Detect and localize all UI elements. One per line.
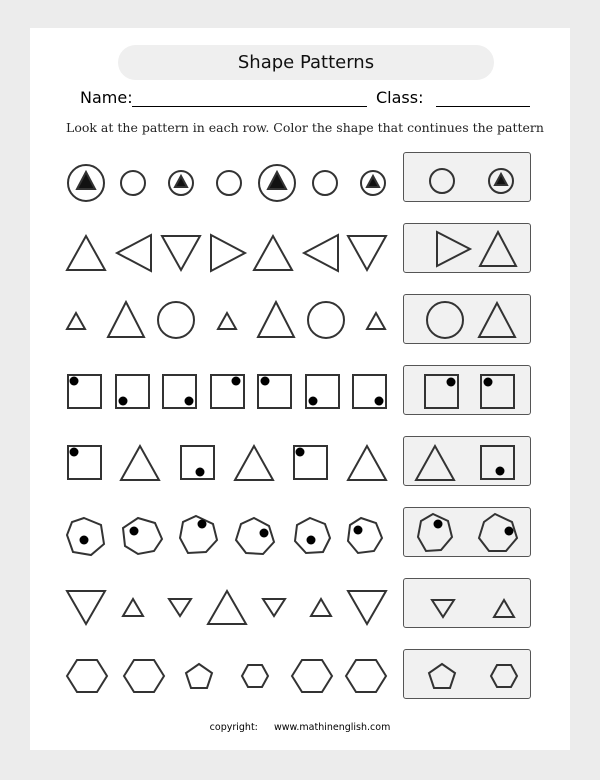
small-triangle-icon [67, 313, 85, 329]
triangle-left-icon [117, 235, 151, 271]
answer-triangle-up-icon[interactable] [480, 232, 516, 266]
triangle-down-icon [348, 236, 386, 270]
row-2-answers [437, 232, 516, 266]
circle-icon [121, 171, 145, 195]
row-3-pattern [67, 302, 385, 338]
large-triangle-icon [108, 302, 144, 337]
answer-triangle-up-icon[interactable] [494, 600, 514, 617]
row-8-answers [429, 664, 517, 688]
square-dot-icon [68, 446, 101, 479]
square-dot-icon [116, 375, 149, 408]
heptagon-dot-icon [348, 518, 382, 553]
answer-triangle-right-icon[interactable] [437, 232, 470, 266]
answer-circle-triangle-icon[interactable] [489, 169, 513, 193]
square-dot-icon [163, 375, 196, 408]
pentagon-icon [186, 664, 212, 688]
row-4-pattern [68, 375, 386, 408]
square-dot-icon [353, 375, 386, 408]
square-dot-icon [68, 375, 101, 408]
answer-circle-icon[interactable] [427, 302, 463, 338]
row-4-answers [425, 375, 514, 408]
square-dot-icon [306, 375, 339, 408]
answer-triangle-icon[interactable] [416, 446, 454, 480]
footer [0, 722, 600, 733]
row-2-pattern [67, 235, 386, 271]
triangle-down-icon [162, 236, 200, 270]
instructions: Look at the pattern in each row. Color the shape that continues the pattern [66, 120, 544, 135]
answer-square-dot-icon[interactable] [425, 375, 458, 408]
circle-icon [158, 302, 194, 338]
large-triangle-up-icon [208, 591, 246, 624]
row-5-answers [416, 446, 514, 480]
circle-triangle-icon [259, 165, 295, 201]
answer-hexagon-icon[interactable] [491, 665, 517, 687]
heptagon-dot-icon [295, 518, 330, 553]
circle-icon [217, 171, 241, 195]
square-dot-icon [258, 375, 291, 408]
answer-heptagon-dot-icon[interactable] [479, 514, 517, 551]
heptagon-dot-icon [67, 518, 104, 555]
square-dot-icon [181, 446, 214, 479]
row-7-pattern [67, 591, 386, 624]
square-dot-icon [294, 446, 327, 479]
large-triangle-down-icon [67, 591, 105, 624]
small-triangle-icon [218, 313, 236, 329]
large-triangle-icon [258, 302, 294, 337]
triangle-right-icon [211, 235, 245, 271]
answer-heptagon-dot-icon[interactable] [418, 514, 452, 551]
triangle-icon [235, 446, 273, 480]
hexagon-icon [67, 660, 107, 692]
answer-circle-icon[interactable] [430, 169, 454, 193]
small-hexagon-icon [242, 665, 268, 687]
row-6-pattern [67, 516, 382, 555]
row-3-answers [427, 302, 515, 338]
heptagon-dot-icon [123, 518, 162, 554]
triangle-up-icon [67, 236, 105, 270]
row-7-answers [432, 600, 514, 617]
hexagon-icon [292, 660, 332, 692]
circle-icon [313, 171, 337, 195]
hexagon-icon [346, 660, 386, 692]
small-triangle-down-icon [169, 599, 191, 616]
triangle-up-icon [254, 236, 292, 270]
triangle-icon [348, 446, 386, 480]
circle-triangle-icon [169, 171, 193, 195]
row-1-answers [430, 169, 513, 193]
small-triangle-up-icon [123, 599, 143, 616]
answer-triangle-down-icon[interactable] [432, 600, 454, 617]
square-dot-icon [211, 375, 244, 408]
name-label: Name: [80, 88, 133, 107]
heptagon-dot-icon [180, 516, 217, 553]
heptagon-dot-icon [236, 518, 274, 554]
small-triangle-up-icon [311, 599, 331, 616]
title-text: Shape Patterns [237, 52, 375, 73]
triangle-left-icon [304, 235, 338, 271]
triangle-icon [121, 446, 159, 480]
copyright-label: copyright: [209, 722, 258, 733]
class-label: Class: [376, 88, 424, 107]
row-8-pattern [67, 660, 386, 692]
circle-icon [308, 302, 344, 338]
site-link[interactable]: www.mathinenglish.com [273, 722, 391, 733]
circle-triangle-icon [68, 165, 104, 201]
row-1-pattern [68, 165, 385, 201]
answer-triangle-icon[interactable] [479, 303, 515, 337]
large-triangle-down-icon [348, 591, 386, 624]
answer-square-dot-icon[interactable] [481, 446, 514, 479]
row-5-pattern [68, 446, 386, 480]
answer-pentagon-icon[interactable] [429, 664, 455, 688]
small-triangle-icon [367, 313, 385, 329]
small-triangle-down-icon [263, 599, 285, 616]
answer-square-dot-icon[interactable] [481, 375, 514, 408]
hexagon-icon [124, 660, 164, 692]
row-6-answers [418, 514, 517, 551]
circle-triangle-icon [361, 171, 385, 195]
